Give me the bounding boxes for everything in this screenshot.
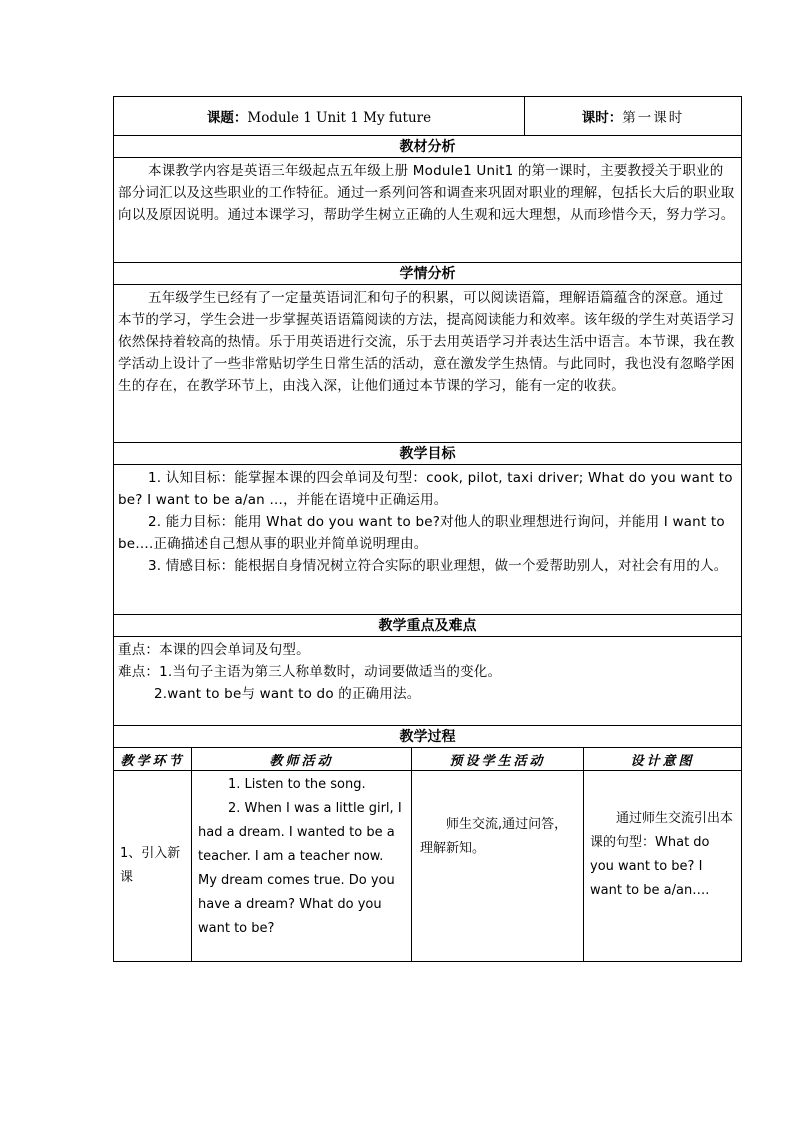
material-title: 教材分析 [114, 136, 742, 158]
column-header-teacher: 教师活动 [192, 748, 412, 771]
key-points-title: 教学重点及难点 [114, 615, 742, 637]
stage-cell: 1、引入新课 [114, 771, 192, 962]
objectives-title: 教学目标 [114, 443, 742, 465]
table-row [114, 771, 742, 962]
design-intent-text: 通过师生交流引出本课的句型：What do you want to be? I want to be a/an…. [590, 811, 734, 898]
design-intent-cell [584, 771, 742, 962]
objective-item: 3. 情感目标：能根据自身情况树立符合实际的职业理想，做一个爱帮助别人，对社会有用的人。 [148, 558, 728, 574]
teacher-activity-cell [192, 771, 412, 962]
learner-body [114, 285, 742, 443]
difficult-point-text-2: 2.want to be与 want to do 的正确用法。 [154, 686, 421, 702]
topic-label: 课题： [206, 110, 248, 126]
lesson-plan [113, 96, 741, 962]
column-header-design: 设计意图 [584, 748, 742, 771]
column-header-student: 预设学生活动 [412, 748, 584, 771]
topic-cell [114, 97, 525, 136]
objectives-body [114, 465, 742, 615]
material-text: 本课教学内容是英语三年级起点五年级上册 Module1 Unit1 的第一课时，主要教授关于职业的部分词汇以及这些职业的工作特征。通过一系列问答和调查来巩固对职业的理解，包括长大后的职业取向以及原因说明。通过本课学习，帮助学生树立正确的人生观和远大理想，从而珍惜今天，努力学习。 [118, 163, 735, 223]
lesson-plan-table [113, 96, 742, 962]
difficult-point-text: 难点：1.当句子主语为第三人称单数时，动词要做适当的变化。 [118, 664, 502, 680]
learner-text: 五年级学生已经有了一定量英语词汇和句子的积累，可以阅读语篇，理解语篇蕴含的深意。通过本节的学习，学生会进一步掌握英语语篇阅读的方法，提高阅读能力和效率。该年级的学生对英语学习依然保持着较高的热情。乐于用英语进行交流，乐于去用英语学习并表达生活中语言。本节课，我在教学活动上设计了一些非常贴切学生日常生活的活动，意在激发学生热情。与此同时，我也没有忽略学困生的存在，在教学环节上，由浅入深，让他们通过本节课的学习，能有一定的收获。 [118, 290, 735, 394]
period-cell [525, 97, 742, 136]
objective-item: 1. 认知目标：能掌握本课的四会单词及句型：cook, pilot, taxi driver; What do you want to be? I want to be a/an …，并能在语境中正确运用。 [118, 470, 733, 508]
objective-item: 2. 能力目标：能用 What do you want to be?对他人的职业理想进行询问，并能用 I want to be….正确描述自己想从事的职业并简单说明理由。 [118, 514, 725, 552]
learner-title: 学情分析 [114, 263, 742, 285]
period-label: 课时： [581, 110, 623, 126]
key-points-body [114, 637, 742, 726]
material-body [114, 158, 742, 263]
topic-value: Module 1 Unit 1 My future [247, 110, 432, 126]
teacher-step: 1. Listen to the song. [228, 777, 366, 792]
teacher-step: 2. When I was a little girl, I had a dream. I wanted to be a teacher. I am a teacher now. My dream comes true. Do you have a dream? What do you want to be? [198, 801, 402, 936]
student-activity-text: 师生交流,通过问答，理解新知。 [420, 817, 568, 856]
column-header-stage: 教学环节 [114, 748, 192, 771]
student-activity-cell [412, 771, 584, 962]
period-value: 第一课时 [622, 110, 685, 126]
process-title: 教学过程 [114, 726, 742, 748]
key-point-text: 重点：本课的四会单词及句型。 [118, 642, 310, 658]
